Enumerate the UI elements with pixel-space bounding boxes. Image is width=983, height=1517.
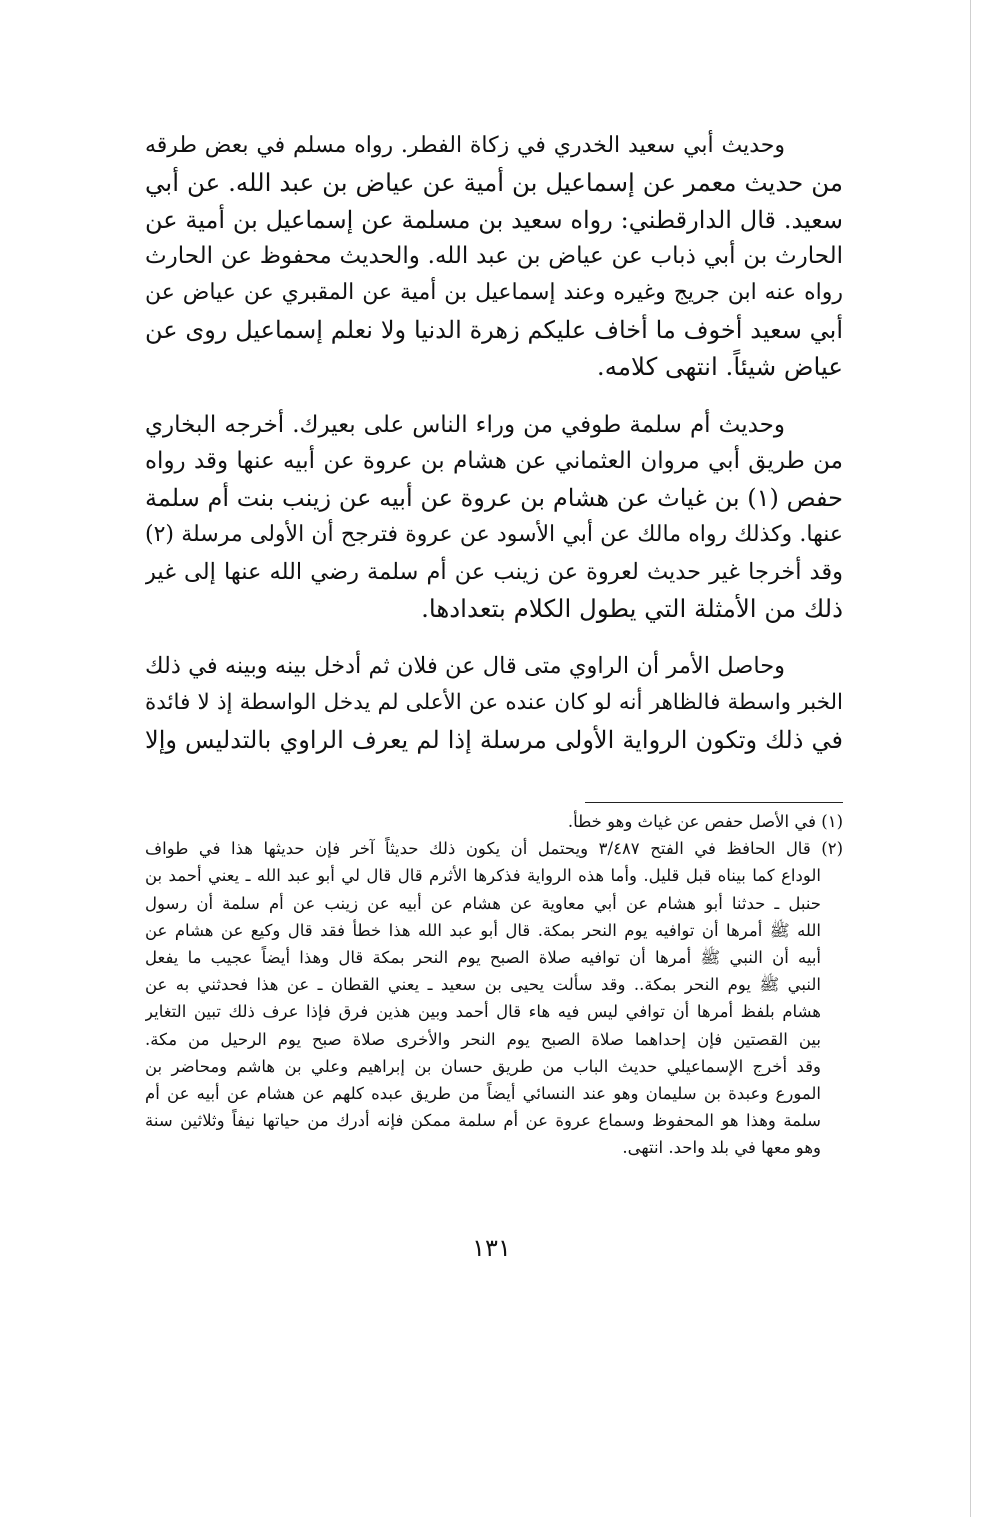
text-line: سعيد. قال الدارقطني: رواه سعيد بن مسلمة عن إسماعيل بن أمية عن — [145, 205, 843, 234]
main-text — [145, 128, 843, 780]
footnote-line: هشام بلفظ أمرها أن توافي ليس فيه هاء قال أحمد وبين هذين فرق فإذا عرف ذلك تبين التغاير — [145, 1002, 821, 1022]
footnote-line: حنبل ـ حدثنا أبو هشام عن أبي معاوية عن هشام عن أبيه عن زينب عن أم سلمة أن رسول — [145, 893, 821, 913]
paragraph-1 — [145, 128, 843, 386]
text-line: وحديث أم سلمة طوفي من وراء الناس على بعيرك. أخرجه البخاري — [145, 411, 785, 438]
text-line: عياض شيئاً. انتهى كلامه. — [596, 351, 843, 381]
page-number: ١٣١ — [472, 1234, 511, 1262]
text-line: وحديث أبي سعيد الخدري في زكاة الفطر. رواه مسلم في بعض طرقه — [145, 133, 785, 158]
paragraph-2 — [145, 407, 843, 628]
footnote-line: الله ﷺ أمرها أن توافيه يوم النحر بمكة. قال أبو عبد الله هذا خطأ فقد قال وكيع عن هشام عن — [145, 920, 821, 940]
text-line: الحارث بن أبي ذباب عن عياض بن عبد الله. والحديث محفوظ عن الحارث — [145, 243, 843, 270]
footnote-1 — [145, 808, 843, 835]
text-line: ذلك من الأمثلة التي يطول الكلام بتعدادها. — [421, 593, 843, 623]
footnote-line: النبي ﷺ يوم النحر بمكة.. وقد سألت يحيى بن سعيد ـ يعني القطان ـ عن هذا فحدثني به عن — [145, 975, 821, 995]
text-line: عنها. وكذلك رواه مالك عن أبي الأسود عن عروة فترجح أن الأولى مرسلة (٢) — [145, 521, 843, 547]
page-edge-line — [970, 0, 971, 1517]
footnote-line: (١) في الأصل حفص عن غياث وهو خطأ. — [567, 812, 843, 831]
paragraph-3 — [145, 648, 843, 758]
text-line: وقد أخرجا غير حديث لعروة عن زينب عن أم سلمة رضي الله عنها إلى غير — [145, 558, 843, 585]
text-line: وحاصل الأمر أن الراوي متى قال عن فلان ثم أدخل بينه وبينه في ذلك — [145, 653, 785, 680]
text-line: في ذلك وتكون الرواية الأولى مرسلة إذا لم يعرف الراوي بالتدليس وإلا — [145, 725, 843, 754]
footnote-line: المورع وعبدة بن سليمان وهو عند النسائي أيضاً من طريق عبده كلهم عن هشام عن أبيه عن أم — [145, 1084, 821, 1104]
text-line: من حديث معمر عن إسماعيل بن أمية عن عياض بن عبد الله. عن أبي — [145, 167, 843, 197]
footnote-line: وقد أخرج الإسماعيلي حديث الباب من طريق حسان بن إبراهيم وعلي بن هاشم ومحاضر بن — [145, 1056, 821, 1076]
footnotes — [145, 808, 843, 1162]
footnote-line: بين القصتين فإن إحداهما صلاة الصبح يوم النحر والأخرى صلاة صبح يوم الرحيل من مكة. — [145, 1029, 821, 1049]
footnote-separator — [585, 802, 843, 803]
text-line: رواه عنه ابن جريج وغيره وعند إسماعيل بن أمية عن المقبري عن عياض عن — [145, 280, 843, 306]
footnote-line: وهو معها في بلد واحد. انتهى. — [622, 1138, 821, 1158]
footnote-line: أبيه أن النبي ﷺ أمرها أن توافيه صلاة الصبح يوم النحر بمكة قال وهذا أيضاً عجيب ما يفعل — [145, 948, 821, 968]
text-line: من طريق أبي مروان العثماني عن هشام بن عروة عن أبيه عنها وقد رواه — [145, 448, 843, 475]
footnote-line: (٢) قال الحافظ في الفتح ٣/٤٨٧ ويحتمل أن يكون ذلك حديثاً آخر فإن حديثها هذا في طواف — [145, 839, 843, 859]
text-line: أبي سعيد أخوف ما أخاف عليكم زهرة الدنيا ولا نعلم إسماعيل روى عن — [145, 315, 843, 344]
footnote-line: سلمة وهذا هو المحفوظ وسماع عروة عن أم سلمة ممكن فإنه أدرك من حياتها نيفاً وثلاثين سنة — [145, 1111, 821, 1131]
text-line: الخبر واسطة فالظاهر أنه لو كان عنده عن الأعلى لم يدخل الواسطة إذ لا فائدة — [145, 690, 843, 716]
text-line: حفص (١) بن غياث عن هشام بن عروة عن أبيه عن زينب بنت أم سلمة — [145, 484, 843, 513]
footnote-line: الوداع كما بيناه قبل قليل. وأما هذه الرواية فذكرها الأثرم قال قال لي أبو عبد الله ـ يعني أحمد بن — [145, 866, 821, 886]
footnote-2 — [145, 835, 843, 1161]
